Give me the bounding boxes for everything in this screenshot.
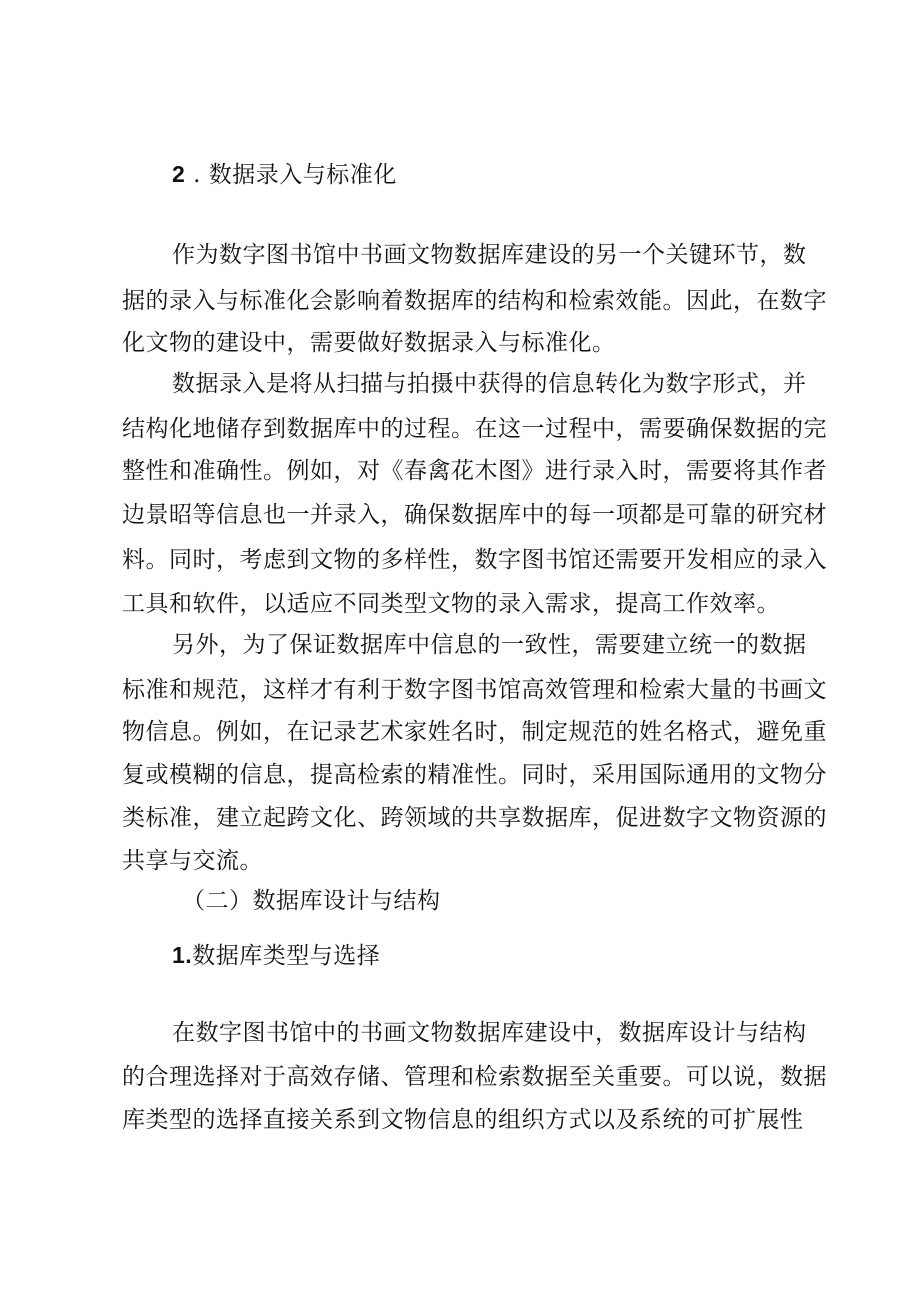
paragraph-line: 物信息。例如，在记录艺术家姓名时，制定规范的姓名格式，避免重 <box>122 719 827 745</box>
paragraph-line: 标准和规范，这样才有利于数字图书馆高效管理和检索大量的书画文 <box>122 677 827 703</box>
paragraph-line: 化文物的建设中，需要做好数据录入与标准化。 <box>122 330 616 356</box>
paragraph-line: 料。同时，考虑到文物的多样性，数字图书馆还需要开发相应的录入 <box>122 547 827 573</box>
paragraph-line: 整性和准确性。例如，对《春禽花木图》进行录入时，需要将其作者 <box>122 458 827 484</box>
section-title: 数据库类型与选择 <box>192 943 381 969</box>
section-number: 1. <box>172 942 193 968</box>
section-title: . 数据录入与标准化 <box>185 162 397 188</box>
paragraph-line: 据的录入与标准化会影响着数据库的结构和检索效能。因此，在数字 <box>122 288 827 314</box>
paragraph-line: 共享与交流。 <box>122 848 263 874</box>
section-heading-er: （二）数据库设计与结构 <box>182 888 441 914</box>
paragraph-line: 边景昭等信息也一并录入，确保数据库中的每一项都是可靠的研究材 <box>122 502 827 528</box>
paragraph-line: 类标准，建立起跨文化、跨领域的共享数据库，促进数字文物资源的 <box>122 805 827 831</box>
paragraph-line: 工具和软件，以适应不同类型文物的录入需求，提高工作效率。 <box>122 591 780 617</box>
section-number: 2 <box>172 161 186 187</box>
paragraph-line: 在数字图书馆中的书画文物数据库建设中，数据库设计与结构 <box>172 1020 807 1046</box>
paragraph-line: 作为数字图书馆中书画文物数据库建设的另一个关键环节，数 <box>172 242 807 268</box>
paragraph-line: 的合理选择对于高效存储、管理和检索数据至关重要。可以说，数据 <box>122 1064 827 1090</box>
paragraph-line: 结构化地储存到数据库中的过程。在这一过程中，需要确保数据的完 <box>122 416 827 442</box>
paragraph-line: 另外，为了保证数据库中信息的一致性，需要建立统一的数据 <box>172 632 807 658</box>
section-heading-2 <box>0 159 920 190</box>
paragraph-line: 库类型的选择直接关系到文物信息的组织方式以及系统的可扩展性 <box>122 1107 804 1133</box>
paragraph-line: 复或模糊的信息，提高检索的精准性。同时，采用国际通用的文物分 <box>122 762 827 788</box>
paragraph-line: 数据录入是将从扫描与拍摄中获得的信息转化为数字形式，并 <box>172 371 807 397</box>
section-heading-1 <box>0 940 920 971</box>
